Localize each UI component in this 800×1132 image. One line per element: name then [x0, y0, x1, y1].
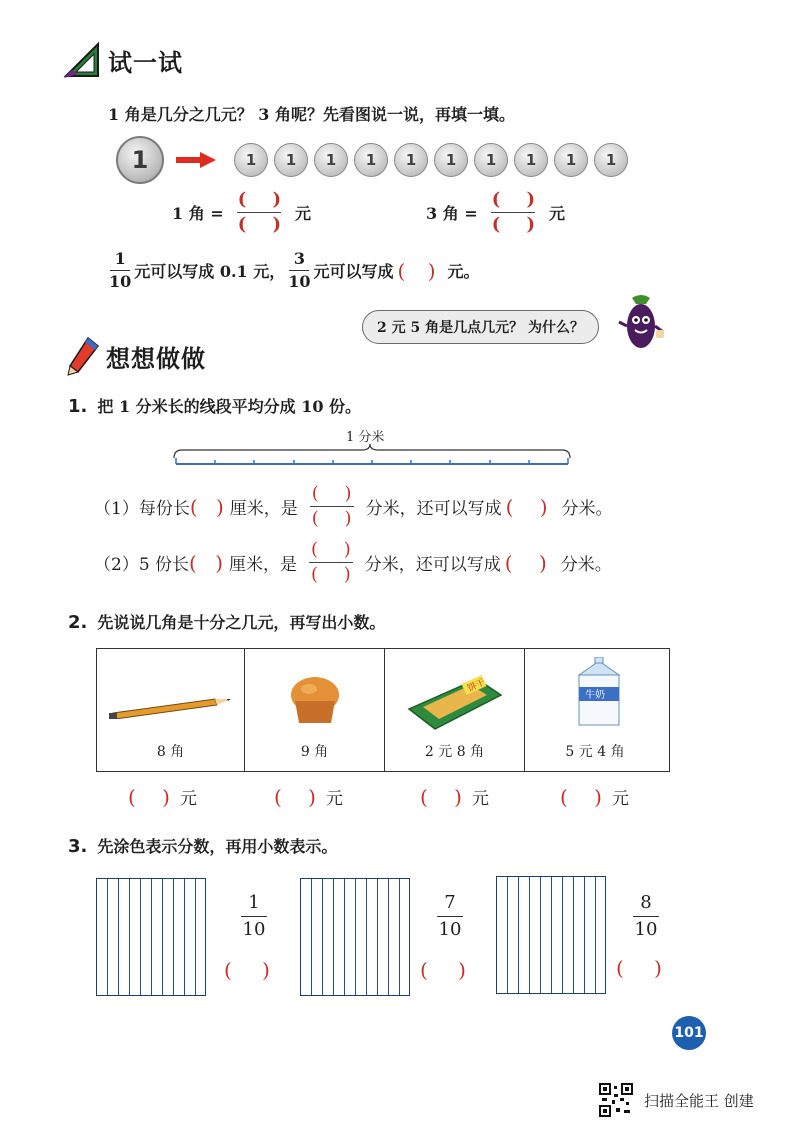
think-section-title: 想想做做	[106, 344, 206, 373]
denominator-blank: ( )	[237, 214, 291, 235]
try-question: 1 角是几分之几元？ 3 角呢？先看图说一说，再填一填。	[108, 105, 515, 124]
q3-line	[68, 834, 337, 857]
fraction-blank[interactable]	[482, 190, 545, 235]
qr-code-icon	[598, 1082, 634, 1118]
q2-answer: ( )元	[128, 785, 197, 809]
fraction-label: 1 10	[242, 892, 266, 940]
answer-blank[interactable]: ( )	[189, 550, 230, 575]
sub1-t3: 分米。	[561, 499, 613, 519]
page-number: 101	[672, 1016, 706, 1050]
numerator-blank: ( )	[237, 189, 291, 210]
fraction-one-tenth: $\frac{1}{10}$	[109, 249, 132, 291]
price-label: 8 角	[156, 744, 185, 760]
think-section-header	[66, 336, 206, 376]
q2-answer-row	[128, 784, 629, 809]
unit-yuan: 元	[549, 204, 566, 223]
small-coin: 1	[594, 143, 628, 177]
fraction-blank[interactable]: $\frac{( )}{( )}$	[301, 540, 361, 585]
price-label: 2 元 8 角	[424, 744, 485, 760]
small-coin: 1	[434, 143, 468, 177]
small-coin: 1	[354, 143, 388, 177]
price-cell	[385, 649, 525, 771]
price-cell	[245, 649, 385, 771]
q2-number: 2.	[68, 612, 88, 633]
q2-answer: ( )元	[560, 785, 629, 809]
pencil-icon	[107, 689, 235, 719]
sub1-t2: 分米，还可以写成	[365, 499, 502, 519]
fraction-blank[interactable]: $\frac{( )}{( )}$	[302, 484, 362, 529]
small-coin: 1	[274, 143, 308, 177]
sub2-t1: 厘米，是	[229, 555, 298, 575]
answer-blank[interactable]: ( )	[397, 258, 444, 283]
q1-sub2	[94, 540, 612, 585]
watermark-text: 扫描全能王 创建	[644, 1091, 754, 1110]
fraction-decimal-line	[106, 250, 480, 291]
triangle-ruler-icon	[62, 40, 102, 80]
small-coin: 1	[554, 143, 588, 177]
decimeter-ruler	[172, 440, 572, 470]
line3-part1: 元可以写成 0.1 元，	[134, 262, 286, 281]
right-arrow-icon	[174, 150, 218, 170]
q1-line	[68, 394, 361, 417]
answer-blank[interactable]: ( )	[504, 550, 557, 575]
answer-blank[interactable]: ( )	[505, 494, 558, 519]
q1-sub1	[94, 484, 613, 529]
price-label: 5 元 4 角	[565, 744, 625, 760]
fill2-prefix: 3 角 =	[426, 204, 478, 223]
svg-text:牛奶: 牛奶	[585, 690, 605, 701]
q3-text: 先涂色表示分数，再用小数表示。	[97, 837, 338, 856]
sub2-t2: 分米，还可以写成	[364, 555, 501, 575]
q2-answer: ( )元	[274, 785, 343, 809]
fraction-label: 7 10	[438, 892, 462, 940]
price-cell	[97, 649, 245, 771]
one-jiao-coin-large: 1	[116, 136, 164, 184]
fill-row-1	[172, 190, 311, 235]
price-cell	[525, 649, 665, 771]
answer-blank[interactable]: ( )	[189, 494, 230, 519]
small-coin: 1	[314, 143, 348, 177]
fraction-label: 8 10	[634, 892, 658, 940]
q1-text: 把 1 分米长的线段平均分成 10 份。	[97, 397, 362, 416]
numerator-blank: ( )	[491, 189, 545, 210]
watermark	[598, 1082, 754, 1118]
sub1-t1: 厘米，是	[229, 499, 298, 519]
fraction-blank[interactable]	[228, 190, 291, 235]
q1-number: 1.	[68, 396, 88, 417]
fill-row-2	[426, 190, 565, 235]
small-coin: 1	[234, 143, 268, 177]
speech-bubble: 2 元 5 角是几点几元？ 为什么？	[362, 310, 599, 344]
q2-line	[68, 610, 385, 633]
fraction-three-tenths: $\frac{3}{10}$	[288, 249, 311, 291]
answer-blank[interactable]: ( )	[224, 958, 282, 982]
small-coin: 1	[394, 143, 428, 177]
try-section-header	[62, 40, 183, 80]
price-label: 9 角	[300, 744, 329, 760]
q3-number: 3.	[68, 836, 88, 857]
sub2-t3: 分米。	[560, 555, 612, 575]
try-section-title: 试一试	[108, 48, 183, 77]
milk-carton-icon	[569, 657, 629, 727]
biscuit-icon	[405, 669, 505, 733]
line3-part2: 元可以写成	[313, 262, 394, 281]
muffin-icon	[287, 675, 343, 727]
q2-text: 先说说几角是十分之几元，再写出小数。	[97, 613, 386, 632]
answer-blank[interactable]: ( )	[420, 958, 478, 982]
sub1-label: （1）每份长	[94, 499, 190, 519]
svg-text:饼干: 饼干	[466, 677, 487, 695]
unit-yuan: 元	[295, 204, 312, 223]
small-coin: 1	[474, 143, 508, 177]
sub2-label: （2）5 份长	[94, 555, 190, 575]
answer-blank[interactable]: ( )	[616, 956, 674, 980]
small-coin: 1	[514, 143, 548, 177]
tenths-grid[interactable]	[96, 878, 206, 996]
q2-answer: ( )元	[420, 785, 489, 809]
tenths-grid[interactable]	[300, 878, 410, 996]
ruler-label: 1 分米	[346, 430, 385, 445]
price-table	[96, 648, 670, 772]
denominator-blank: ( )	[491, 214, 545, 235]
eggplant-mascot-icon	[616, 292, 666, 354]
fill1-prefix: 1 角 =	[172, 204, 224, 223]
coin-row	[116, 136, 634, 184]
pencil-title-icon	[66, 336, 100, 376]
tenths-grid[interactable]	[496, 876, 606, 994]
line3-suffix: 元。	[447, 262, 480, 281]
